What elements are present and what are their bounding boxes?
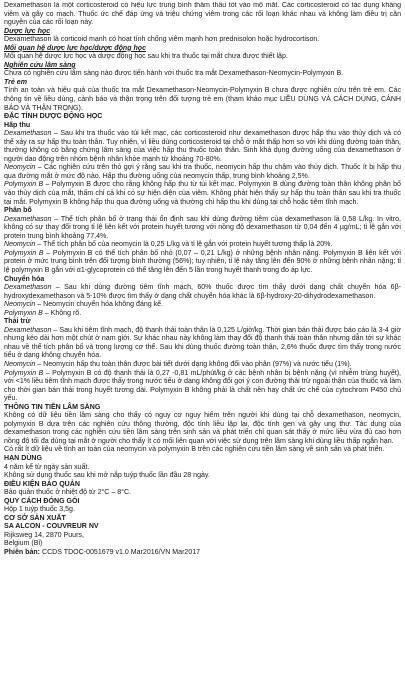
paragraph-text: 4 năm kể từ ngày sản xuất. <box>4 463 90 471</box>
body-paragraph <box>4 70 401 79</box>
paragraph-text: – Sau khi tiêm tĩnh mạch, độ thanh thải toàn thân là 0,125 L/giờ/kg. Thời gian bán thải được báo cáo là 3-4 giờ nhưng kéo dài hơn một chút ở nam giới. Sự khác nhau này không làm thay đổi độ thanh thải toàn thân nhưng dẫn tới sự khác nhau về thể tích phân bố và trọng lượng cơ thể. Sau khi dùng thuốc đường toàn thân, 2,6% thuốc được tìm thấy trong nước tiểu ở dạng không chuyển hóa. <box>4 326 401 360</box>
body-paragraph <box>4 489 401 498</box>
ingredient-label: Dexamethason <box>4 130 52 138</box>
body-paragraph <box>4 310 401 319</box>
body-paragraph <box>4 327 401 361</box>
body-paragraph <box>4 130 401 164</box>
body-paragraph <box>4 540 401 549</box>
paragraph-text: Bảo quản thuốc ở nhiệt độ từ 2°C – 8°C. <box>4 489 132 497</box>
paragraph-text: Rijksweg 14, 2870 Puurs, <box>4 531 84 539</box>
section-heading: Thải trừ <box>4 318 31 326</box>
paragraph-text: – Neomycin chuyển hóa không đáng kể. <box>35 301 164 309</box>
ingredient-label: Polymyxin B <box>4 309 43 317</box>
body-paragraph <box>4 412 401 446</box>
body-paragraph <box>4 87 401 113</box>
paragraph-text: – Polymyxin B có độ thanh thải là 0,27 -0,81 mL/phút/kg ở các bệnh nhân bị bệnh nặng (vì nhiễm trùng huyết), với <1% liều tiêm tĩnh mạch được thấy trong nước tiểu ở dạng không đổi gợi ý con đường thải trừ ngoài thận của thuốc và làm cho thời gian bán thải trong huyết tương dài. Polymyxin B không phải là chất nền hay chất ức chế của cytochrom P450 chủ yếu. <box>4 369 401 403</box>
section-heading: Hấp thu <box>4 121 31 129</box>
paragraph-text: – Polymyxin B có thể tích phân bố nhỏ (0,07 – 0,21 L/kg) ở những bệnh nhân nặng. Polymyxin B liên kết với protein ở mức trung bình trên đối tượng bình thường (56%); tuy nhiên, tỉ lệ này tăng lên đến 90% ở những bệnh nhân nặng; tỉ lệ polymyxin B gắn với α1-glycoprotein có thể tăng lên đến 5 lần trong huyết thanh trong đo áp lực. <box>4 249 401 274</box>
paragraph-text: Dexamethason là một corticosteroid có hiệu lực trung bình thẩm thấu tốt vào mô mắt. Các corticosteroid có tác dụng kháng viêm và gây co mạch. Thuốc ức chế đáp ứng và triệu chứng viêm trong các rối loạn khác nhau và không làm điều trị căn nguyên của các rối loạn này. <box>4 2 401 27</box>
paragraph-text: Không có dữ liệu tiền lâm sàng cho thấy có nguy cơ nguy hiểm trên người khi dùng tại chỗ dexamethason, neomycin, polymyxin B dựa trên các nghiên cứu thông thường, độc tính liều lặp lại, độc tính gen và gây ung thư. Tác dụng của dexamethason trong các nghiên cứu tiền lâm sàng trên sinh sản và phát triển chỉ quan sát thấy ở mức liều vừa đủ cao hơn nồng độ tối đa dùng tại mắt ở người cho thấy ít có mối liên quan với việc sử dụng trên lâm sàng khi dùng liều thấp ngắn hạn. <box>4 412 401 445</box>
version-label: Phiên bản: <box>4 549 41 556</box>
ingredient-label: Neomycin <box>4 164 36 172</box>
body-paragraph <box>4 36 401 45</box>
paragraph-text: Tính an toàn và hiệu quả của thuốc tra mắt Dexamethason-Neomycin-Polymyxin B chưa được nghiên cứu trên trẻ em. Các thông tin về liều dùng, cảnh báo và thận trọng trên đối tượng trẻ em (tham khảo mục LIỀU DÙNG VÀ CÁCH DÙNG, CẢNH BÁO VÀ THẬN TRỌNG). <box>4 87 401 112</box>
paragraph-text: – Thể tích phân bố ở trạng thái ổn định sau khi dùng đường tiêm của dexamethason là 0,58 L/kg. In vitro, không có sự thay đổi trong tỉ lệ liên kết với protein huyết tương với nồng độ dexamethason từ 0,04 đến 4 µg/mL; tỉ lệ gắn với protein trung bình khoảng 77,4%. <box>4 215 401 240</box>
paragraph-text: Có rất ít dữ liệu về tính an toàn của neomycin và polymyxin B trên các nghiên cứu tiền lâm sàng về sinh sản và phát triển. <box>4 446 385 454</box>
section-heading: ĐIỀU KIỆN BẢO QUẢN <box>4 480 80 488</box>
subsection-heading: Dược lực học <box>4 27 51 35</box>
ingredient-label: Polymyxin B <box>4 249 44 257</box>
paragraph-text: – Sau khi tra thuốc vào túi kết mạc, các corticosteroid như dexamethason được hấp thu vào thủy dịch và có thể xảy ra sự hấp thu toàn thân. Tuy nhiên, vì liều dùng corticosteroid tại chỗ ở mắt thấp hơn so với khi dùng đường toàn thân, thường không có bằng chứng lâm sàng của việc hấp thu thuốc toàn thân. Sinh khả dụng đường uống của dexamethason ở người dao động trên nhóm bệnh nhân khỏe mạnh từ khoảng 70-80%. <box>4 130 401 163</box>
paragraph-text: – Polymyxin B được cho rằng không hấp thu từ túi kết mạc. Polymyxin B dùng đường toàn thân không phân bố vào thủy dịch của mắt, thấm chỉ cả khi có sự hiện diện của viêm. Không phát hiện thấy sự hấp thu toàn thân sau khi tra thuốc tại mắt. Polymyxin B không hấp thu qua đường uống và thường chỉ hấp thu khi dùng tại chỗ hoặc tiêm tĩnh mạch. <box>4 181 401 206</box>
paragraph-text: Mối quan hệ dược lực học và dược động học sau khi tra thuốc tại mắt chưa được thiết lập. <box>4 53 288 61</box>
body-paragraph <box>4 216 401 242</box>
leaflet-text <box>4 2 401 678</box>
body-paragraph <box>4 464 401 473</box>
ingredient-label: Dexamethason <box>4 215 52 223</box>
subsection-heading: Mối quan hệ dược lực học/dược động học <box>4 44 147 52</box>
section-heading: Phân bố <box>4 207 32 215</box>
body-paragraph <box>4 284 401 301</box>
body-paragraph <box>4 549 401 558</box>
paragraph-text: – Sau khi dùng đường tiêm tĩnh mạch, 60% thuốc được tìm thấy dưới dạng chất chuyển hóa 6β- hydroxydexamethason và 5-10% được tìm thấy ở dạng chất chuyển hóa khác là 6β-hydroxy-20-dihydrodexamethason. <box>4 284 401 300</box>
section-heading: SA ALCON - COUVREUR NV <box>4 523 99 531</box>
ingredient-label: Polymyxin B <box>4 181 44 189</box>
body-paragraph <box>4 53 401 62</box>
subsection-heading: Trẻ em <box>4 78 27 86</box>
section-heading: THÔNG TIN TIỀN LÂM SÀNG <box>4 403 101 411</box>
subsection-heading: Nghiên cứu lâm sàng <box>4 61 76 69</box>
paragraph-text: – Các nghiên cứu trên thỏ gợi ý rằng sau khi tra thuốc, neomycin hấp thu chậm vào thủy dịch. Thuốc ít bị hấp thu qua đường mắt ở mức độ nào. Hấp thu đường uống của neomycin thấp, trung bình khoảng 2,5%. <box>4 164 401 180</box>
body-paragraph <box>4 241 401 250</box>
ingredient-label: Neomycin <box>4 360 36 368</box>
paragraph-text: CCDS TDOC-0051679 v1.0 Mar2016/VN Mar2017 <box>40 549 201 556</box>
section-heading: HẠN DÙNG <box>4 454 42 462</box>
body-paragraph <box>4 361 401 370</box>
ingredient-label: Dexamethason <box>4 326 52 334</box>
ingredient-label: Dexamethason <box>4 284 52 292</box>
section-heading: ĐẶC TÍNH DƯỢC ĐỘNG HỌC <box>4 113 103 121</box>
paragraph-text: – Không rõ. <box>42 309 82 317</box>
body-paragraph <box>4 164 401 181</box>
paragraph-text: – Neomycin hấp thu toàn thân được bài tiết dưới dạng không đổi vào phân (97%) và nước tiểu (1%). <box>35 360 352 368</box>
body-paragraph <box>4 446 401 455</box>
body-paragraph <box>4 370 401 404</box>
body-paragraph <box>4 250 401 276</box>
section-heading: CƠ SỞ SẢN XUẤT <box>4 514 66 522</box>
paragraph-text: Belgium (Bỉ) <box>4 540 43 548</box>
body-paragraph <box>4 472 401 481</box>
section-heading: Chuyển hóa <box>4 275 45 283</box>
body-paragraph <box>4 2 401 28</box>
paragraph-text: Không sử dụng thuốc sau khi mở nắp tuýp thuốc lần đầu 28 ngày. <box>4 472 210 480</box>
ingredient-label: Polymyxin B <box>4 369 44 377</box>
paragraph-text: – Thể tích phân bố của neomycin là 0,25 L/kg và tỉ lệ gắn với protein huyết tương thấp là 20%. <box>35 241 333 249</box>
ingredient-label: Neomycin <box>4 241 36 249</box>
section-heading: QUY CÁCH ĐÓNG GÓI <box>4 497 80 505</box>
body-paragraph <box>4 181 401 207</box>
body-paragraph <box>4 506 401 515</box>
paragraph-text: Dexamethason là corticoid mạnh có hoạt tính chống viêm mạnh hơn prednisolon hoặc hydrocortison. <box>4 36 320 44</box>
body-paragraph <box>4 301 401 310</box>
ingredient-label: Neomycin <box>4 301 36 309</box>
body-paragraph <box>4 532 401 541</box>
paragraph-text: Chưa có nghiên cứu lâm sàng nào được tiến hành với thuốc tra mắt Dexamethason-Neomycin-Polymyxin B. <box>4 70 344 78</box>
paragraph-text: Hộp 1 tuýp thuốc 3,5g. <box>4 506 75 514</box>
